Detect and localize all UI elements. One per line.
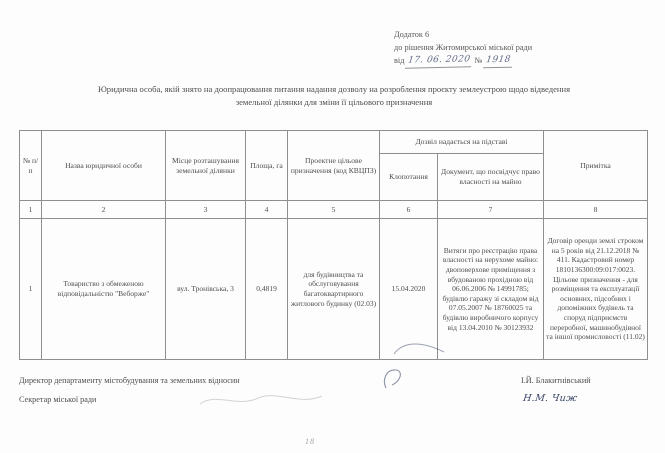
col-header-location: Місце розташування земельної ділянки [166, 131, 246, 201]
col-header-no: № п/п [20, 131, 42, 201]
page-title-line-2: земельної ділянки для зміни її цільового призначення [235, 97, 433, 107]
cell-note: Договір оренди землі строком на 5 років від 21.12.2018 № 411. Кадастровий номер 1810136300:09:017:0023. Цільове призначення - для розміщення та експлуатації основних, підсобних і допоміжних будівель та споруд підприємств переробної, машинобудівної та іншої промисловості (11.02) [544, 219, 648, 360]
appendix-label: Додаток 6 [394, 30, 430, 39]
table-header-row [20, 131, 648, 154]
cell-location: вул. Тронівська, 3 [166, 219, 246, 360]
column-number-3: 3 [166, 201, 246, 219]
col-header-purpose: Проектне цільове призначення (код КВЦПЗ) [288, 131, 380, 201]
signature-handwritten-2: Н.М. Чиж [522, 393, 579, 404]
cell-area: 0,4819 [246, 219, 288, 360]
column-number-6: 6 [380, 201, 438, 219]
number-handwritten-value: 1918 [483, 54, 513, 68]
col-header-entity: Назва юридичної особи [42, 131, 166, 201]
signature-name-2 [523, 393, 577, 405]
table-row [20, 219, 648, 360]
signature-position-1: Директор департаменту містобудування та земельних відносин [19, 376, 240, 385]
cell-entity: Товариство з обмеженою відповідальністю "Веборже" [42, 219, 166, 360]
appendix-header [394, 29, 532, 68]
col-header-petition: Клопотання [380, 154, 438, 201]
registry-table-container [19, 130, 647, 360]
column-number-4: 4 [246, 201, 288, 219]
signature-name-1: І.Й. Блакитнівський [521, 376, 591, 385]
cell-ownership-doc: Витяги про реєстрацію права власності на нерухоме майно: двоповерхове приміщення з вбудованою прохідною від 06.06.2006 № 14991785; будівлю гаражу зі складом від 07.05.2007 № 18760025 та будівлю виробничого корпусу від 13.04.2010 № 30123932 [438, 219, 544, 360]
column-number-5: 5 [288, 201, 380, 219]
page-number: 18 [305, 437, 315, 446]
signature-scrawl-icon [380, 366, 470, 392]
stamp-smudge-icon [196, 388, 326, 410]
col-header-area: Площа, га [246, 131, 288, 201]
col-header-note: Примітка [544, 131, 648, 201]
page-title [26, 83, 642, 109]
column-number-row [20, 201, 648, 219]
page-title-line-1: Юридична особа, якій знято на доопрацювання питання надання дозволу на розроблення проєкту землеустрою щодо відведення [97, 84, 571, 94]
date-handwritten-value: 17. 06. 2020 [405, 53, 473, 68]
cell-no: 1 [20, 219, 42, 360]
signature-position-2: Секретар міської ради [19, 395, 97, 404]
decision-reference: до рішення Житомирської міської ради [394, 42, 533, 52]
column-number-7: 7 [438, 201, 544, 219]
column-number-8: 8 [544, 201, 648, 219]
col-header-permit-basis-group: Дозвіл надається на підставі [380, 131, 544, 154]
cell-purpose: для будівництва та обслуговування багатоквартирного житлового будинку (02.03) [288, 219, 380, 360]
registry-table [19, 130, 648, 360]
column-number-2: 2 [42, 201, 166, 219]
col-header-ownership-doc: Документ, що посвідчує право власності на майно [438, 154, 544, 201]
cell-petition: 15.04.2020 [380, 219, 438, 360]
number-label: № [474, 56, 483, 66]
column-number-1: 1 [20, 201, 42, 219]
date-label: від [394, 56, 405, 66]
decision-date-row [394, 54, 532, 68]
